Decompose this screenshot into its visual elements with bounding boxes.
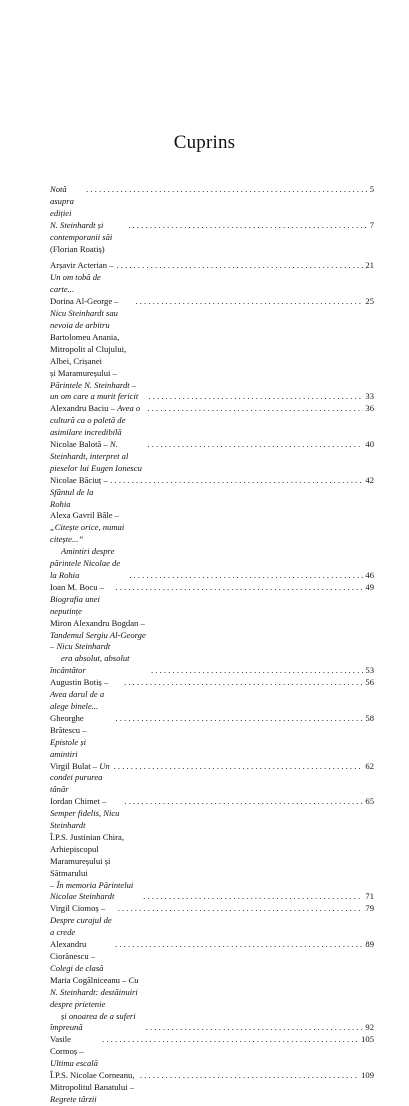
dot-leader (146, 1022, 364, 1034)
toc-entry-title (50, 832, 141, 903)
toc-article-title: Avea darul de a alege binele... (50, 689, 105, 711)
dot-leader (143, 891, 363, 903)
toc-entry (50, 220, 374, 256)
toc-separator: – (108, 403, 118, 414)
toc-entry (50, 1070, 374, 1106)
toc-entry (50, 832, 374, 903)
dot-leader (140, 1070, 359, 1082)
dot-leader (147, 403, 363, 415)
toc-article-title: N. Steinhardt, interpret al pieselor lui Eugen Ionescu (50, 439, 142, 473)
toc-page-number: 25 (365, 296, 374, 307)
toc-author: Gheorghe Brătescu (50, 712, 84, 735)
toc-article-title: Cu N. Steinhardt: destăinuiri despre prietenie (50, 974, 139, 1009)
toc-entry (50, 761, 374, 797)
dot-leader (114, 761, 364, 773)
toc-entry (50, 1034, 374, 1070)
toc-entry-title (50, 296, 133, 332)
toc-author: Bartolomeu Anania, Mitropolit al Clujului, Albei, Crișanei (50, 331, 127, 366)
toc-page-number: 7 (369, 219, 374, 230)
toc-entry-title: Notă asupra ediției (50, 184, 74, 218)
toc-article-title: Amintiri despre părintele Nicolae de la Rohia (50, 546, 121, 580)
dot-leader (124, 796, 363, 808)
toc-separator: – (50, 879, 57, 890)
toc-page-number: 46 (365, 570, 374, 580)
toc-separator: – (107, 260, 114, 271)
toc-article-title: Un om tobă de carte... (50, 272, 101, 295)
toc-author: Alexandru Baciu (50, 403, 109, 414)
toc-page-number: 71 (365, 891, 374, 902)
toc-entry-title (50, 975, 144, 1035)
dot-leader (110, 475, 363, 487)
dot-leader (135, 296, 363, 308)
toc-entry-title (50, 618, 149, 678)
toc-article-title: În memoria Părintelui Nicolae Steinhardt (50, 879, 134, 902)
toc-article-title: Nicu Steinhardt sau nevoia de arbitru (50, 308, 118, 330)
toc-article-title: Un condei pururea tânăr (50, 760, 110, 795)
toc-article-title: Regrete târzii (50, 1093, 97, 1104)
toc-separator: – (112, 510, 119, 521)
toc-author: Ioan M. Bocu (50, 581, 98, 592)
toc-page-number: 65 (365, 796, 374, 807)
dot-leader (115, 939, 363, 951)
toc-entry-title (50, 796, 122, 832)
toc-entry-title (50, 713, 114, 761)
toc-separator: – (138, 617, 145, 628)
toc-author: și Maramureșului (50, 367, 111, 378)
toc-author: Virgil Bulat (50, 760, 91, 771)
toc-entry-title (50, 403, 145, 439)
toc-entry (50, 582, 374, 618)
dot-leader (124, 677, 363, 689)
toc-entry (50, 332, 374, 403)
toc-separator: – (99, 796, 107, 807)
toc-page-number: 89 (365, 939, 374, 950)
toc-page-number: 92 (365, 1022, 374, 1033)
dot-leader (128, 220, 367, 232)
toc-entry-title (50, 439, 146, 475)
toc-page-number: 33 (365, 391, 374, 402)
toc-entry (50, 475, 374, 511)
toc-page-number: 49 (365, 581, 374, 592)
toc-entry (50, 439, 374, 475)
toc-article-title: Avea o cultură ca o paletă de asimilare incredibilă (50, 403, 141, 438)
toc-author: Miron Alexandru Bogdan (50, 617, 139, 628)
toc-entry (50, 260, 374, 296)
toc-entry-title (50, 332, 146, 403)
toc-page-number: 42 (365, 474, 374, 485)
toc-separator: – (127, 1081, 135, 1092)
toc-entry-title: N. Steinhardt și contemporanii săi (Florian Roatiș) (50, 219, 113, 254)
toc-article-title: „Citește orice, numai citește...” (50, 522, 125, 545)
dot-leader (115, 582, 363, 594)
toc-author: Î.P.S. Justinian Chira, Arhiepiscopul Maramureșului și Sătmarului (50, 831, 125, 878)
toc-separator: – (112, 296, 119, 307)
toc-entry-title (50, 260, 114, 296)
toc-page-number: 105 (361, 1034, 374, 1045)
toc-separator: – (110, 367, 117, 378)
toc-article-title: Epistole și amintiri (50, 736, 87, 759)
toc-entry-title (50, 677, 122, 713)
toc-author: Nicolae Băciuț (50, 474, 102, 485)
toc-entry (50, 903, 374, 939)
toc-entry-title (50, 939, 113, 975)
toc-separator: – (80, 724, 87, 735)
toc-author: Virgil Ciomoș (50, 903, 99, 914)
toc-separator: – (90, 760, 100, 771)
toc-entry (50, 296, 374, 332)
toc-entry-title (50, 582, 113, 618)
toc-entry-title (50, 903, 116, 939)
toc-page-number: 53 (365, 665, 374, 676)
toc-author: Alexandru Ciorănescu (50, 939, 89, 961)
toc-article-title: Biografia unei neputințe (50, 593, 100, 616)
dot-leader (151, 665, 363, 677)
toc-entries (50, 260, 374, 1105)
toc-entry (50, 403, 374, 439)
dot-leader (116, 713, 364, 725)
toc-author: Maria Cogălniceanu (50, 974, 120, 985)
toc-page-number: 79 (365, 903, 374, 914)
toc-page-number: 40 (365, 439, 374, 450)
dot-leader (102, 1034, 359, 1046)
dot-leader (148, 391, 363, 403)
toc-page-number: 21 (365, 260, 374, 271)
dot-leader (148, 439, 364, 451)
toc-article-title: Sfântul de la Rohia (50, 486, 94, 509)
toc-author: Alexa Gavril Bâle (50, 510, 113, 521)
toc-separator: – (88, 951, 96, 961)
toc-article-title: era absolut, absolut încântător (50, 653, 130, 676)
toc-author: Dorina Al-George (50, 296, 113, 307)
toc-article-title: Părintele N. Steinhardt – un om care a murit fericit (50, 379, 139, 402)
table-of-contents (50, 184, 374, 1106)
toc-article-title: Ultima escală (50, 1058, 98, 1069)
toc-page-number: 58 (365, 712, 374, 723)
toc-page-number: 62 (365, 760, 374, 771)
toc-article-title: Despre curajul de a crede (50, 915, 112, 938)
dot-leader (118, 903, 364, 915)
toc-entry (50, 939, 374, 975)
toc-author: Augustin Botiș (50, 677, 102, 688)
toc-entry (50, 713, 374, 761)
toc-entry-title (50, 761, 112, 797)
toc-separator: – (101, 474, 108, 485)
dot-leader (129, 570, 363, 582)
toc-separator: – (97, 581, 104, 592)
toc-article-title: și onoarea de a suferi împreună (50, 1010, 136, 1033)
toc-article-title: Colegi de clasă (50, 962, 104, 973)
toc-entry (50, 184, 374, 220)
toc-separator: – (101, 677, 109, 688)
toc-separator: – (101, 439, 110, 450)
toc-separator: – (98, 903, 106, 914)
toc-author: Iordan Chimet (50, 796, 100, 807)
toc-article-title: Tandemul Sergiu Al-George – Nicu Steinhardt (50, 629, 146, 652)
toc-entry-title (50, 475, 108, 511)
toc-page-number: 36 (365, 403, 374, 414)
toc-separator: – (77, 1046, 84, 1057)
toc-entry (50, 677, 374, 713)
toc-author: Nicolae Balotă (50, 439, 102, 450)
toc-page-number: 56 (365, 677, 374, 688)
page-title: Cuprins (173, 132, 236, 153)
toc-page-number: 109 (361, 1070, 374, 1081)
toc-author: Î.P.S. Nicolae Corneanu, Mitropolitul Banatului (50, 1070, 135, 1092)
toc-separator: – (119, 974, 129, 985)
toc-entry (50, 975, 374, 1035)
toc-entry-title (50, 510, 127, 581)
toc-author: Arșavir Acterian (50, 260, 108, 271)
toc-entry-title (50, 1034, 100, 1070)
toc-article-title: Semper fidelis, Nicu Steinhardt (50, 808, 120, 831)
toc-entry (50, 796, 374, 832)
toc-entry-title (50, 1070, 138, 1106)
toc-page-number: 5 (369, 184, 374, 194)
dot-leader (86, 184, 368, 196)
toc-entry (50, 510, 374, 581)
toc-author: Vasile Cormoș (50, 1034, 78, 1057)
dot-leader (116, 260, 363, 272)
toc-entry (50, 618, 374, 678)
